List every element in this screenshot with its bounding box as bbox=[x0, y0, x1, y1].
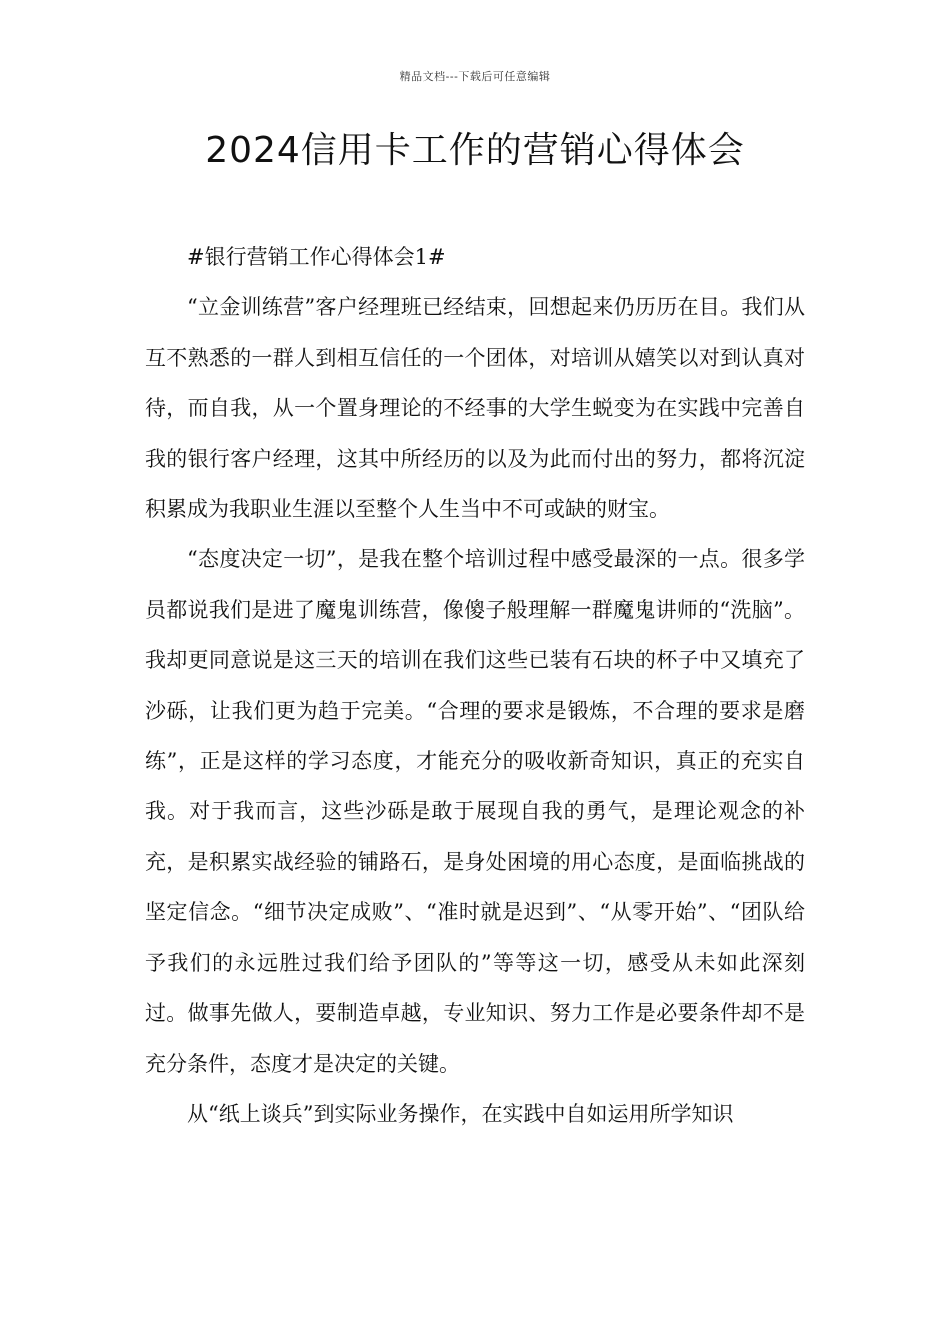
paragraph: “立金训练营”客户经理班已经结束，回想起来仍历历在目。我们从互不熟悉的一群人到相互信任的一个团体，对培训从嬉笑以对到认真对待，而自我，从一个置身理论的不经事的大学生蜕变为在实践中完善自我的银行客户经理，这其中所经历的以及为此而付出的努力，都将沉淀积累成为我职业生涯以至整个人生当中不可或缺的财宝。 bbox=[145, 295, 805, 522]
document-body bbox=[145, 232, 805, 1139]
paragraph-heading: #银行营销工作心得体会1# bbox=[187, 245, 446, 269]
paragraph: “态度决定一切”，是我在整个培训过程中感受最深的一点。很多学员都说我们是进了魔鬼训练营，像傻子般理解一群魔鬼讲师的“洗脑”。我却更同意说是这三天的培训在我们这些已装有石块的杯子中又填充了沙砾，让我们更为趋于完美。“合理的要求是锻炼，不合理的要求是磨练”，正是这样的学习态度，才能充分的吸收新奇知识，真正的充实自我。对于我而言，这些沙砾是敢于展现自我的勇气，是理论观念的补充，是积累实战经验的铺路石，是身处困境的用心态度，是面临挑战的坚定信念。“细节决定成败”、“准时就是迟到”、“从零开始”、“团队给予我们的永远胜过我们给予团队的”等等这一切，感受从未如此深刻过。做事先做人，要制造卓越，专业知识、努力工作是必要条件却不是充分条件，态度才是决定的关键。 bbox=[145, 547, 805, 1076]
paragraph: 从“纸上谈兵”到实际业务操作，在实践中自如运用所学知识 bbox=[187, 1101, 734, 1126]
header-note: 精品文档---下载后可任意编辑 bbox=[399, 70, 551, 83]
document-title: 2024信用卡工作的营销心得体会 bbox=[205, 130, 745, 171]
